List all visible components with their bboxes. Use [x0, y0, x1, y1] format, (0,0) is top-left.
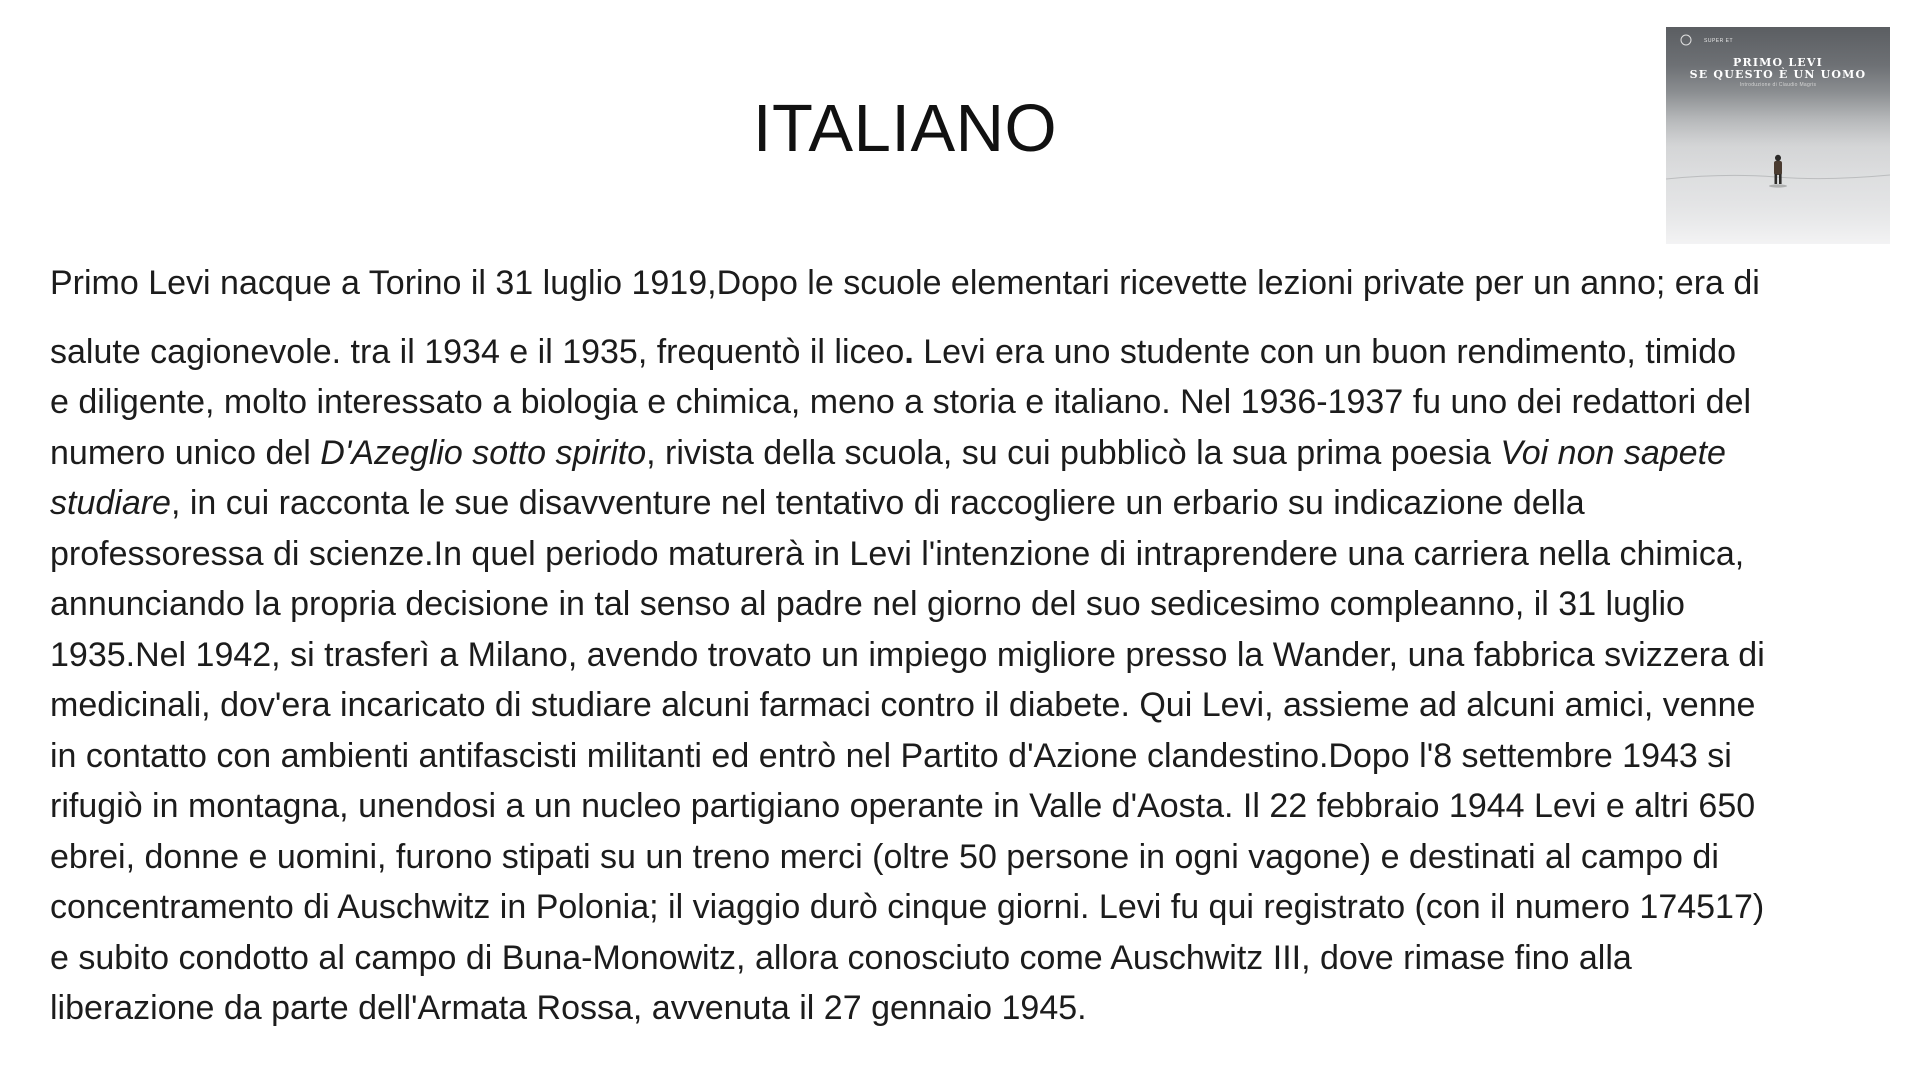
text-run: Primo Levi nacque a Torino il 31 luglio 1919,Dopo le scuole elementari ricevette lezioni private per un anno; era di	[50, 264, 1760, 302]
text-run: in contatto con ambienti antifascisti militanti ed entrò nel Partito d'Azione clandestino.Dopo l'8 settembre 1943 si	[50, 736, 1732, 775]
text-run: numero unico del	[50, 433, 321, 472]
text-run: .	[904, 332, 914, 371]
text-line	[50, 781, 1900, 832]
text-run: , in cui racconta le sue disavventure nel tentativo di raccogliere un erbario su indicazione della	[170, 484, 1585, 522]
magazine-title: D'Azeglio sotto spirito	[320, 433, 647, 472]
text-line	[50, 630, 1900, 681]
text-line	[50, 933, 1900, 984]
text-line	[50, 680, 1900, 731]
text-run: rifugiò in montagna, unendosi a un nucleo partigiano operante in Valle d'Aosta. Il 22 febbraio 1944 Levi e altri 650	[50, 787, 1756, 825]
text-run: liberazione da parte dell'Armata Rossa, avvenuta il 27 gennaio 1945.	[50, 989, 1087, 1027]
cover-author: PRIMO LEVI	[1733, 56, 1823, 69]
cover-subtitle: Introduzione di Claudio Magris	[1739, 82, 1817, 88]
text-run: Levi era uno studente con un buon rendimento, timido	[913, 332, 1737, 371]
text-run: salute cagionevole. tra il 1934 e il 1935, frequentò il liceo	[50, 332, 905, 371]
text-run: professoressa di scienze.In quel periodo maturerà in Levi l'intenzione di intraprendere una carriera nella chimica,	[50, 534, 1745, 573]
text-line	[50, 882, 1900, 933]
poem-title: studiare	[50, 484, 171, 522]
text-run: e subito condotto al campo di Buna-Monowitz, allora conosciuto come Auschwitz III, dove rimase fino alla	[50, 938, 1632, 977]
book-cover-image	[1666, 27, 1890, 244]
text-run: medicinali, dov'era incaricato di studiare alcuni farmaci contro il diabete. Qui Levi, assieme ad alcuni amici, venne	[50, 686, 1756, 724]
text-run: e diligente, molto interessato a biologia e chimica, meno a storia e italiano. Nel 1936-1937 fu uno dei redattori del	[50, 383, 1752, 421]
text-line	[50, 428, 1900, 479]
text-line	[50, 529, 1900, 580]
text-line	[50, 377, 1900, 428]
biography-paragraph	[50, 258, 1900, 1034]
cover-book-title: SE QUESTO È UN UOMO	[1689, 68, 1867, 81]
text-line	[50, 327, 1900, 378]
text-line	[50, 832, 1900, 883]
text-line	[50, 478, 1900, 529]
publisher-logo-icon	[1681, 35, 1691, 45]
text-line	[50, 579, 1900, 630]
slide-title: ITALIANO	[752, 91, 1058, 166]
poem-title: Voi non sapete	[1500, 433, 1726, 472]
text-run: annunciando la propria decisione in tal senso al padre nel giorno del suo sedicesimo compleanno, il 31 luglio	[50, 585, 1685, 623]
cover-publisher-mark: SUPER ET	[1704, 38, 1734, 44]
text-line	[50, 731, 1900, 782]
text-run: 1935.Nel 1942, si trasferì a Milano, avendo trovato un impiego migliore presso la Wander, una fabbrica svizzera di	[50, 635, 1765, 674]
text-run: , rivista della scuola, su cui pubblicò la sua prima poesia	[646, 433, 1501, 472]
text-run: concentramento di Auschwitz in Polonia; il viaggio durò cinque giorni. Levi fu qui registrato (con il numero 174517)	[50, 888, 1765, 926]
text-line	[50, 258, 1900, 309]
text-line	[50, 983, 1900, 1034]
text-run: ebrei, donne e uomini, furono stipati su un treno merci (oltre 50 persone in ogni vagone) e destinati al campo di	[50, 837, 1719, 876]
